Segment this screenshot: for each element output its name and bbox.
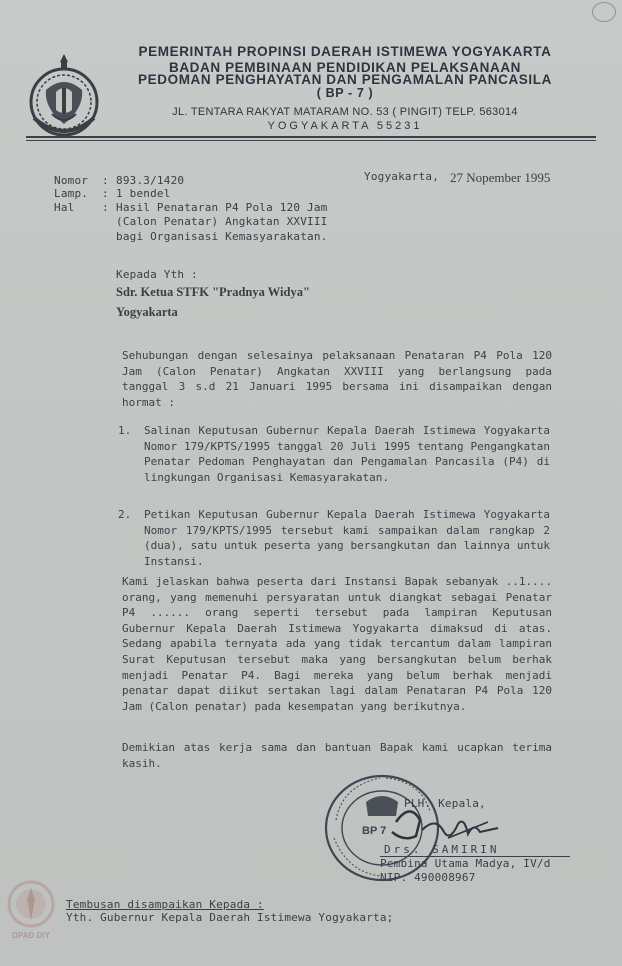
- kepada-label: Kepada Yth :: [116, 268, 198, 281]
- letterhead-government: PEMERINTAH PROPINSI DAERAH ISTIMEWA YOGYAKARTA: [138, 44, 552, 59]
- lamp-value: 1 bendel: [116, 187, 171, 200]
- list-item: [114, 423, 554, 485]
- letter-date: 27 Nopember 1995: [450, 170, 551, 185]
- place-label: Yogyakarta,: [364, 170, 440, 183]
- nomor-colon: :: [102, 174, 109, 187]
- handwritten-signature-icon: [418, 812, 502, 844]
- lamp-colon: :: [102, 187, 109, 200]
- signatory-title: PLH. Kepala,: [404, 797, 486, 810]
- list-text: Petikan Keputusan Gubernur Kepala Daerah Istimewa Yogyakarta Nomor 179/KPTS/1995 tersebut kami sampaikan dalam rangkap 2 (dua), satu untuk peserta yang bersangkutan dan lainnya untuk Instansi.: [144, 508, 550, 568]
- signatory-name: Drs. SAMIRIN: [384, 843, 500, 856]
- letterhead-rule-thin: [26, 140, 596, 141]
- hal-line-1: Hasil Penataran P4 Pola 120 Jam: [116, 201, 328, 214]
- list-number: 1.: [118, 424, 132, 437]
- letterhead-abbrev: ( BP - 7 ): [316, 86, 374, 100]
- cc-line-1: Yth. Gubernur Kepala Daerah Istimewa Yogyakarta;: [66, 911, 394, 924]
- signatory-nip: NIP. 490008967: [380, 871, 476, 884]
- hal-line-3: bagi Organisasi Kemasyarakatan.: [116, 230, 328, 243]
- recipient-name: Sdr. Ketua STFK "Pradnya Widya": [116, 285, 310, 299]
- stamp-text: BP 7: [362, 825, 387, 837]
- hal-line-2: (Calon Penatar) Angkatan XXVIII: [116, 215, 328, 228]
- watermark-text: DPAD DIY: [12, 931, 50, 940]
- letterhead-rule-thick: [26, 136, 596, 138]
- cc-heading: Tembusan disampaikan Kepada :: [66, 898, 264, 911]
- yogyakarta-emblem-icon: [28, 52, 100, 138]
- hal-label: Hal: [54, 201, 75, 214]
- recipient-city: Yogyakarta: [116, 305, 178, 319]
- lamp-label: Lamp.: [54, 187, 89, 200]
- letterhead-agency: BADAN PEMBINAAN PENDIDIKAN PELAKSANAAN: [168, 60, 522, 75]
- archive-watermark-logo: [6, 876, 56, 958]
- signatory-rank: Pembina Utama Madya, IV/d: [380, 857, 551, 870]
- nomor-label: Nomor: [54, 174, 89, 187]
- intro-paragraph: Sehubungan dengan selesainya pelaksanaan Penataran P4 Pola 120 Jam (Calon Penatar) Angkatan XXVIII yang berlangsung pada tanggal 3 s.d 21 Januari 1995 bersama ini disampaikan dengan hormat :: [122, 349, 552, 409]
- list-item: [114, 507, 554, 569]
- letterhead-program: PEDOMAN PENGHAYATAN DAN PENGAMALAN PANCASILA: [138, 72, 552, 87]
- closing-paragraph: Demikian atas kerja sama dan bantuan Bapak kami ucapkan terima kasih.: [122, 741, 552, 770]
- nomor-value: 893.3/1420: [116, 174, 185, 187]
- hal-colon: :: [102, 201, 109, 214]
- page-corner-mark: [592, 2, 616, 22]
- letterhead-address: JL. TENTARA RAKYAT MATARAM NO. 53 ( PINGIT) TELP. 563014: [172, 106, 518, 118]
- list-text: Salinan Keputusan Gubernur Kepala Daerah Istimewa Yogyakarta Nomor 179/KPTS/1995 tanggal 20 Juli 1995 tentang Pengangkatan Penatar Pedoman Penghayatan dan Pengamalan Pancasila (P4) di lingkungan Organisasi Kemasyarakatan.: [144, 424, 550, 484]
- explanation-paragraph: Kami jelaskan bahwa peserta dari Instansi Bapak sebanyak ..1.... orang, yang memenuhi persyaratan untuk diangkat sebagai Penatar P4 ...... orang seperti tersebut pada lampiran Keputusan Gubernur Kepala Daerah Istimewa Yogyakarta dimaksud di atas. Sedang apabila ternyata ada yang tidak tercantum dalam lampiran Surat Keputusan tersebut maka yang bersangkutan belum berhak menjadi Penatar P4. Bagi mereka yang belum berhak menjadi penatar dapat diikut sertakan lagi dalam Penataran P4 Pola 120 Jam (Calon penatar) pada kesempatan yang berikutnya.: [122, 575, 552, 713]
- list-number: 2.: [118, 508, 132, 521]
- letterhead-city: YOGYAKARTA 55231: [267, 120, 423, 132]
